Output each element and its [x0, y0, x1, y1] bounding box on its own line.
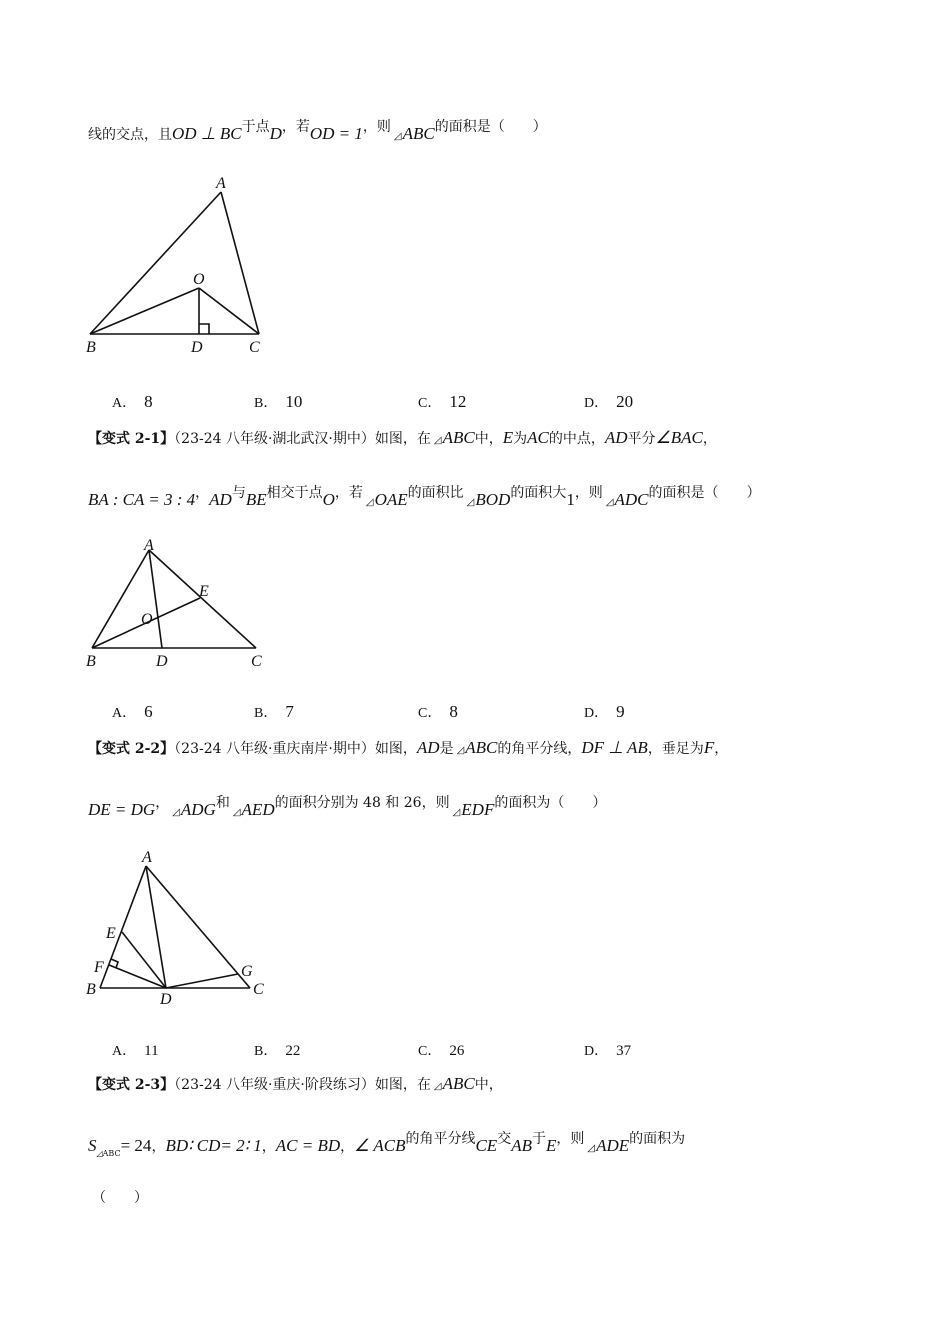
q2-label-d: D [156, 653, 168, 670]
q3-eq: DE = DG [88, 800, 156, 819]
q1-foot-text: 于点 [241, 119, 270, 135]
q2-angle: ∠BAC [655, 428, 703, 447]
q2-text: 为 [513, 431, 528, 447]
q1-option-a[interactable] [112, 392, 153, 412]
option-value: 11 [144, 1043, 159, 1059]
q3-ad: AD [416, 738, 440, 757]
q3-label-e: E [106, 925, 116, 942]
q4-text: ，则 [556, 1131, 585, 1147]
q4-text: ， [261, 1139, 276, 1155]
q3-edge-ac [146, 866, 250, 988]
option-label: B． [254, 396, 278, 411]
q1-right-angle-mark [199, 324, 209, 334]
q2-be: BE [245, 490, 267, 509]
triangle-symbol: ◿ [393, 131, 402, 142]
q3-perp: DF ⊥ AB [581, 738, 648, 757]
q3-text: 的面积为（ ） [494, 795, 607, 811]
option-value: 6 [144, 702, 153, 721]
q3-option-a[interactable] [112, 1040, 159, 1060]
q1-label-a: A [216, 175, 226, 192]
q2-text: 中， [474, 431, 503, 447]
triangle-symbol: ◿ [172, 807, 180, 818]
q3-aed: AED [241, 800, 275, 819]
q3-text: 是 [439, 741, 454, 757]
q2-option-b[interactable] [254, 702, 294, 722]
q3-text: ， [714, 741, 729, 757]
q4-text: 的面积为 [629, 1131, 686, 1147]
q4-text: ， [340, 1139, 355, 1155]
q1-segment-bo [90, 288, 199, 334]
q1-edge-ab [90, 192, 221, 334]
q2-one: 1 [566, 490, 575, 509]
triangle-symbol: ◿ [96, 1149, 103, 1158]
q1-label-d: D [191, 339, 203, 356]
option-value: 12 [449, 392, 467, 411]
q3-segment-ad [146, 866, 166, 988]
q2-label-c: C [251, 653, 262, 670]
triangle-symbol: ◿ [433, 435, 442, 446]
q3-text: 的面积分别为 48 和 26，则 [274, 795, 450, 811]
q1-ask: 的面积是（ ） [434, 119, 547, 135]
q2-edge-ab [92, 550, 149, 648]
q2-ad: AD [209, 490, 232, 509]
q3-segment-dg [166, 974, 238, 988]
q2-source: （23-24 八年级·湖北武汉·期中）如图，在 [174, 431, 431, 447]
option-value: 9 [616, 702, 625, 721]
q2-stem-line1 [88, 428, 717, 451]
q3-point-f: F [703, 738, 715, 757]
q3-tag: 【变式 2-2】 [88, 741, 175, 757]
q3-tri: ABC [465, 738, 498, 757]
q2-text: ，若 [334, 485, 363, 501]
q3-label-f: F [94, 959, 104, 976]
q4-stem-line2 [88, 1131, 686, 1159]
q2-label-o: O [141, 611, 153, 628]
q1-tri: ABC [402, 124, 435, 143]
q3-option-d[interactable] [584, 1040, 631, 1060]
q1-label-o: O [193, 271, 205, 288]
q4-text: 交 [497, 1131, 512, 1147]
q2-text: 平分 [627, 431, 656, 447]
option-label: D． [584, 1044, 609, 1059]
q4-tag: 【变式 2-3】 [88, 1077, 175, 1093]
q3-stem-line2 [88, 795, 607, 823]
option-label: A． [112, 396, 137, 411]
q4-ade: ADE [596, 1136, 630, 1155]
q3-adg: ADG [180, 800, 216, 819]
q2-segment-ad [149, 550, 162, 648]
q4-angle: ∠ ACB [354, 1136, 406, 1155]
q3-option-b[interactable] [254, 1040, 300, 1060]
q3-text: ，垂足为 [647, 741, 704, 757]
option-label: C． [418, 706, 442, 721]
q4-text: 于 [531, 1131, 546, 1147]
q4-stem-line1 [88, 1074, 503, 1097]
q4-ce: CE [475, 1136, 498, 1155]
triangle-symbol: ◿ [452, 807, 461, 818]
q3-figure [84, 846, 284, 1016]
q3-label-c: C [253, 981, 264, 998]
triangle-symbol: ◿ [587, 1143, 596, 1154]
q2-bod: BOD [475, 490, 511, 509]
q2-text: ， [702, 431, 717, 447]
q3-label-a: A [142, 849, 152, 866]
q4-answer-paren: （ ） [92, 1190, 148, 1206]
q4-source: （23-24 八年级·重庆·阶段练习）如图，在 [174, 1077, 431, 1093]
q2-text: 相交于点 [266, 485, 323, 501]
option-label: C． [418, 396, 442, 411]
q4-sub: ABC [102, 1149, 121, 1158]
q3-option-c[interactable] [418, 1040, 464, 1060]
q2-option-a[interactable] [112, 702, 153, 722]
q2-text: 的面积比 [407, 485, 464, 501]
q1-od: OD = 1 [309, 124, 363, 143]
q1-segment-oc [199, 288, 259, 334]
triangle-symbol: ◿ [365, 497, 374, 508]
q3-text: 的角平分线， [497, 741, 582, 757]
q2-tag: 【变式 2-1】 [88, 431, 175, 447]
triangle-symbol: ◿ [466, 497, 475, 508]
q2-point-e: E [502, 428, 514, 447]
q2-text: ，则 [574, 485, 603, 501]
q2-option-d[interactable] [584, 702, 625, 722]
q3-text: ， [155, 795, 170, 811]
q2-label-b: B [86, 653, 96, 670]
q1-foot-point: D [269, 124, 282, 143]
option-label: A． [112, 706, 137, 721]
q3-edf: EDF [461, 800, 495, 819]
q2-label-a: A [144, 537, 154, 554]
q1-option-c[interactable] [418, 392, 466, 412]
option-value: 7 [285, 702, 294, 721]
q4-text: 的角平分线 [405, 1131, 476, 1147]
q4-acbd: AC = BD [275, 1136, 341, 1155]
q1-stem [88, 119, 547, 147]
q3-text: 和 [215, 795, 230, 811]
triangle-symbol: ◿ [433, 1081, 442, 1092]
option-label: D． [584, 396, 609, 411]
q3-label-d: D [160, 991, 172, 1008]
option-label: C． [418, 1044, 442, 1059]
q3-label-g: G [241, 963, 253, 980]
q2-adc: ADC [614, 490, 649, 509]
option-value: 37 [616, 1043, 632, 1059]
q2-label-e: E [199, 583, 209, 600]
q1-label-b: B [86, 339, 96, 356]
q2-point-o: O [322, 490, 335, 509]
q1-edge-ac [221, 192, 259, 334]
option-label: D． [584, 706, 609, 721]
q1-if: ，若 [281, 119, 310, 135]
q2-text: 的中点， [548, 431, 605, 447]
q4-area-subscript [97, 1149, 121, 1158]
q2-text: 的面积大 [510, 485, 567, 501]
q4-seq: = 24 [120, 1136, 152, 1155]
q1-option-d[interactable] [584, 392, 633, 412]
triangle-symbol: ◿ [232, 807, 241, 818]
option-label: A． [112, 1044, 137, 1059]
triangle-symbol: ◿ [456, 745, 465, 756]
q3-stem-line1 [88, 738, 728, 761]
q1-option-b[interactable] [254, 392, 302, 412]
q4-area-symbol: S [88, 1136, 97, 1155]
q4-ab: AB [511, 1136, 532, 1155]
option-label: B． [254, 706, 278, 721]
option-value: 20 [616, 392, 634, 411]
option-value: 8 [144, 392, 153, 411]
q2-tri: ABC [442, 428, 475, 447]
option-value: 10 [285, 392, 303, 411]
q2-ad: AD [604, 428, 628, 447]
q4-tri: ABC [442, 1074, 475, 1093]
option-value: 26 [449, 1043, 465, 1059]
q4-text: ， [151, 1139, 166, 1155]
option-value: 8 [449, 702, 458, 721]
q2-oae: OAE [374, 490, 408, 509]
q3-label-b: B [86, 981, 96, 998]
triangle-symbol: ◿ [605, 497, 614, 508]
q1-intro: 线的交点，且 [88, 127, 172, 143]
option-value: 22 [285, 1043, 301, 1059]
q2-figure [84, 534, 284, 674]
q3-source: （23-24 八年级·重庆南岸·期中）如图， [174, 741, 417, 757]
q4-point-e: E [545, 1136, 557, 1155]
q2-ratio: BA : CA = 3 : 4 [88, 490, 196, 509]
q4-text: 中， [474, 1077, 503, 1093]
q4-ratio: BD∶ CD= 2∶ 1 [165, 1136, 262, 1155]
q1-figure [84, 176, 284, 356]
q1-perp: OD ⊥ BC [172, 124, 242, 143]
q1-label-c: C [249, 339, 260, 356]
option-label: B． [254, 1044, 278, 1059]
q2-option-c[interactable] [418, 702, 458, 722]
q2-ac: AC [527, 428, 549, 447]
q2-stem-line2 [88, 485, 761, 513]
q2-text: ， [195, 485, 210, 501]
q2-text: 与 [231, 485, 246, 501]
q2-text: 的面积是（ ） [648, 485, 761, 501]
q1-then: ，则 [362, 119, 391, 135]
